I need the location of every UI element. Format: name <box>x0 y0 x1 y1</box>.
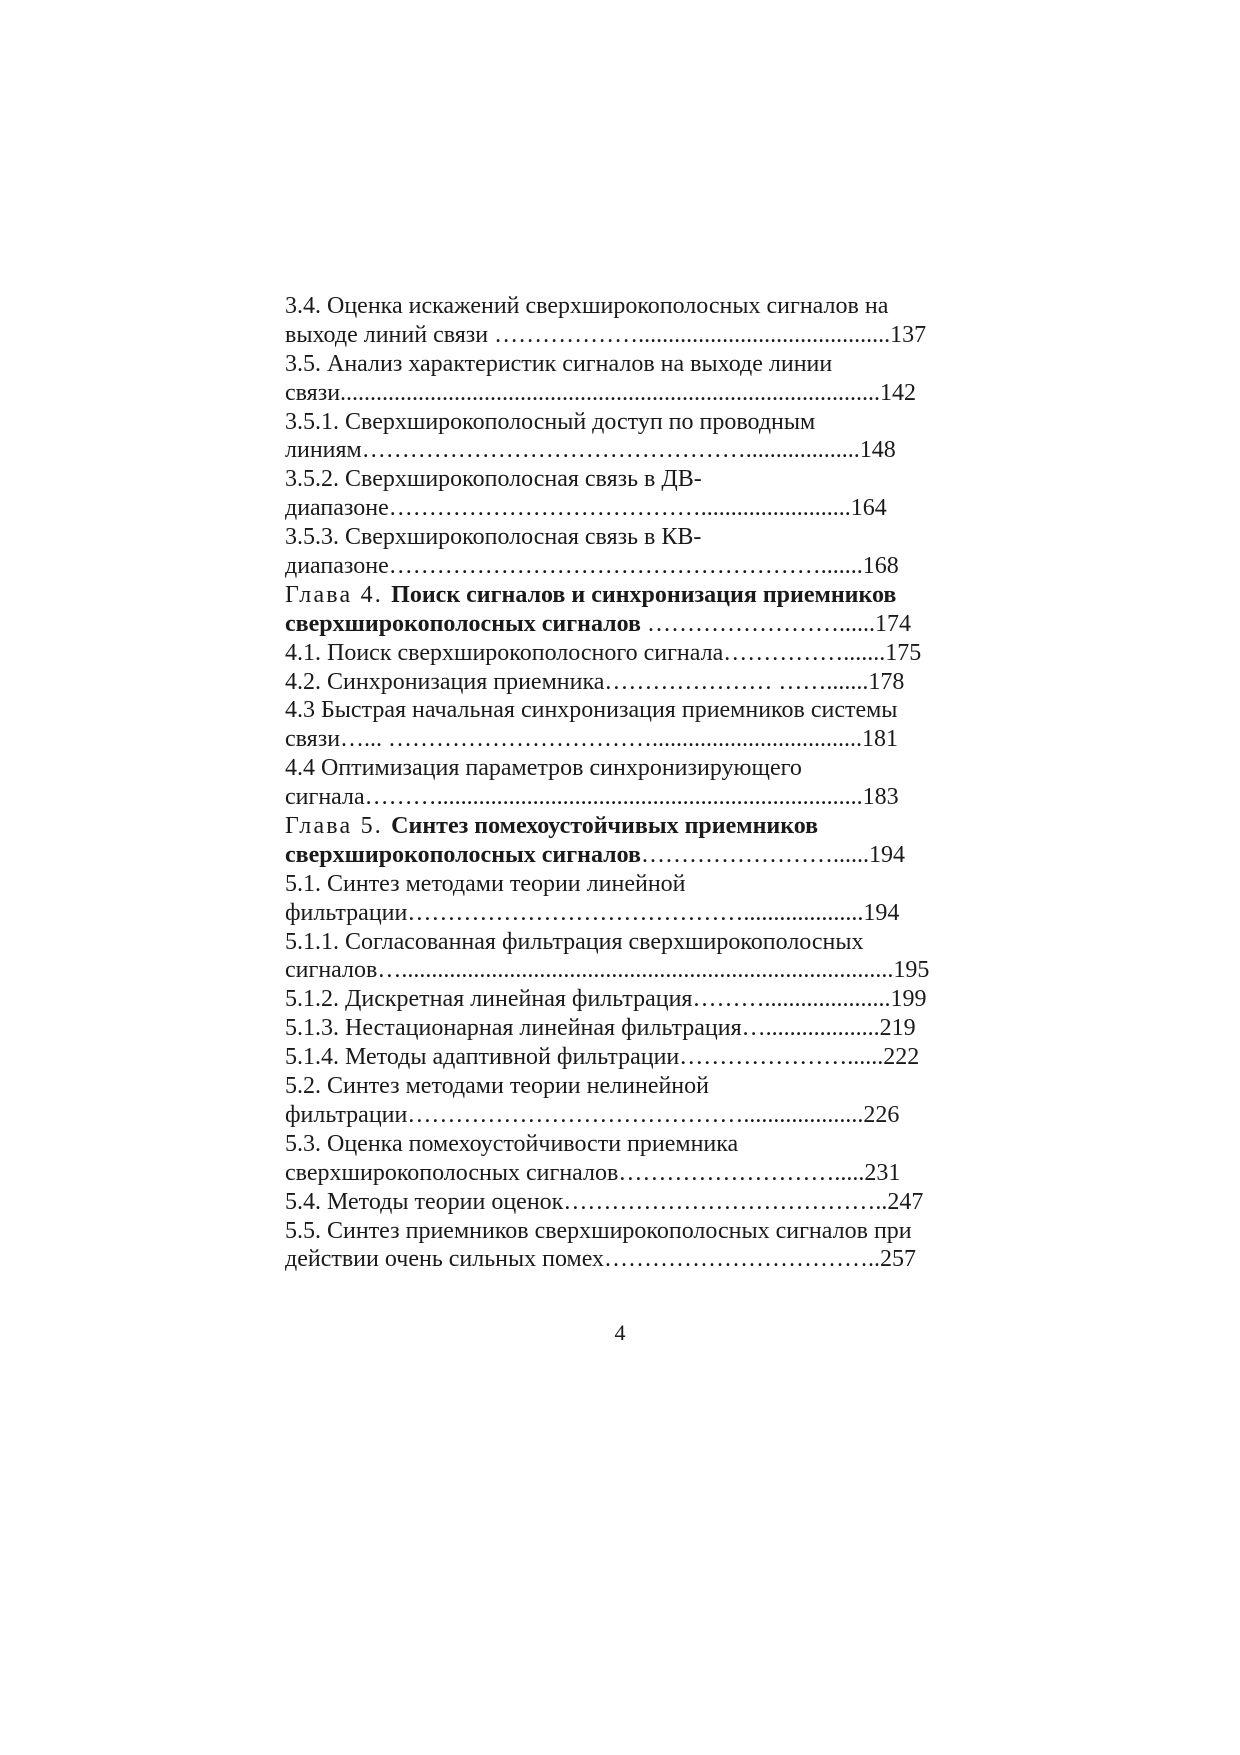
toc-line <box>285 350 955 379</box>
toc-line <box>285 552 955 581</box>
chapter-title: Поиск сигналов и синхронизация приемников <box>391 581 897 608</box>
toc-line <box>285 1130 955 1159</box>
toc-entry-text: 5.1.2. Дискретная линейная фильтрация……….....................199 <box>285 986 927 1013</box>
toc-entry-text: 5.5. Синтез приемников сверхширокополосных сигналов при <box>285 1217 912 1244</box>
toc-line <box>285 783 955 812</box>
toc-entry-text: 4.4 Оптимизация параметров синхронизирующего <box>285 755 802 782</box>
toc-line <box>285 841 955 870</box>
toc-line <box>285 725 955 754</box>
toc-entry-text: 5.1.3. Нестационарная линейная фильтрация…...................219 <box>285 1015 916 1042</box>
toc-entry-text: 3.5.2. Сверхширокополосная связь в ДВ- <box>285 466 702 493</box>
toc-line <box>285 581 955 610</box>
toc-line <box>285 696 955 725</box>
toc-line <box>285 379 955 408</box>
toc-entry-text: сигнала……….......................................................................183 <box>285 784 899 811</box>
toc-entry-text: 3.5.1. Сверхширокополосный доступ по проводным <box>285 408 816 435</box>
toc-entry-text: фильтрации……………………………………....................226 <box>285 1101 900 1128</box>
toc-line <box>285 870 955 899</box>
toc-entry-text: ……………………......194 <box>641 841 906 868</box>
toc-entry-text: 5.1.4. Методы адаптивной фильтрации…………………......222 <box>285 1044 920 1071</box>
toc-entry-text: 3.5. Анализ характеристик сигналов на выходе линии <box>285 350 833 377</box>
toc-entry-text: выходе линий связи ………………..........................................137 <box>285 321 927 348</box>
toc-line <box>285 610 955 639</box>
toc-entry-text: 5.1.1. Согласованная фильтрация сверхширокополосных <box>285 928 864 955</box>
toc-line <box>285 292 955 321</box>
chapter-label: Глава 4. <box>285 581 392 608</box>
toc-line <box>285 1014 955 1043</box>
toc-line <box>285 1043 955 1072</box>
toc-line <box>285 639 955 668</box>
toc-entry-text: сигналов…..................................................................................195 <box>285 957 930 984</box>
toc-line <box>285 436 955 465</box>
page-number: 4 <box>614 1320 626 1345</box>
toc-entry-text: 3.4. Оценка искажений сверхширокополосных сигналов на <box>285 293 889 319</box>
toc-line <box>285 408 955 437</box>
toc-entry-text: фильтрации……………………………………....................194 <box>285 899 900 926</box>
toc-entry-text: связи..........................................................................................142 <box>285 379 917 406</box>
toc-line <box>285 321 955 350</box>
toc-line <box>285 494 955 523</box>
toc-entry-text: 5.2. Синтез методами теории нелинейной <box>285 1073 709 1100</box>
toc-line <box>285 1188 955 1217</box>
toc-entry-text: 5.3. Оценка помехоустойчивости приемника <box>285 1130 739 1157</box>
toc-line <box>285 985 955 1014</box>
toc-entry-text: действии очень сильных помех……………………………..257 <box>285 1246 917 1273</box>
toc-line <box>285 812 955 841</box>
toc-line <box>285 465 955 494</box>
toc-line <box>285 1072 955 1101</box>
table-of-contents <box>285 292 955 1274</box>
toc-entry-text: 4.1. Поиск сверхширокополосного сигнала…………….......175 <box>285 639 922 666</box>
chapter-title: сверхширокополосных сигналов <box>285 610 642 637</box>
toc-line <box>285 928 955 957</box>
toc-entry-text: ……………………......174 <box>641 610 912 637</box>
toc-entry-text: 3.5.3. Сверхширокополосная связь в КВ- <box>285 524 702 551</box>
toc-line <box>285 668 955 697</box>
toc-entry-text: 5.4. Методы теории оценок…………………………………..247 <box>285 1188 924 1215</box>
chapter-label: Глава 5. <box>285 813 392 840</box>
toc-line <box>285 1101 955 1130</box>
toc-entry-text: сверхширокополосных сигналов……………………….....231 <box>285 1159 901 1186</box>
toc-line <box>285 1159 955 1188</box>
toc-entry-text: линиям…………………………………………...................148 <box>285 437 896 464</box>
toc-entry-text: диапазоне……………………………………………….......168 <box>285 553 899 580</box>
toc-entry-text: связи…... ……………………………...................................181 <box>285 726 899 753</box>
toc-entry-text: диапазоне………………………………….........................164 <box>285 495 887 522</box>
toc-line <box>285 956 955 985</box>
toc-line <box>285 899 955 928</box>
chapter-title: Синтез помехоустойчивых приемников <box>391 813 819 840</box>
toc-line <box>285 1217 955 1246</box>
chapter-title: сверхширокополосных сигналов <box>285 841 642 868</box>
toc-line <box>285 754 955 783</box>
toc-line <box>285 1245 955 1274</box>
toc-line <box>285 523 955 552</box>
toc-entry-text: 4.3 Быстрая начальная синхронизация приемников системы <box>285 697 898 724</box>
toc-entry-text: 4.2. Синхронизация приемника………………… …….......178 <box>285 668 905 695</box>
toc-entry-text: 5.1. Синтез методами теории линейной <box>285 870 686 897</box>
